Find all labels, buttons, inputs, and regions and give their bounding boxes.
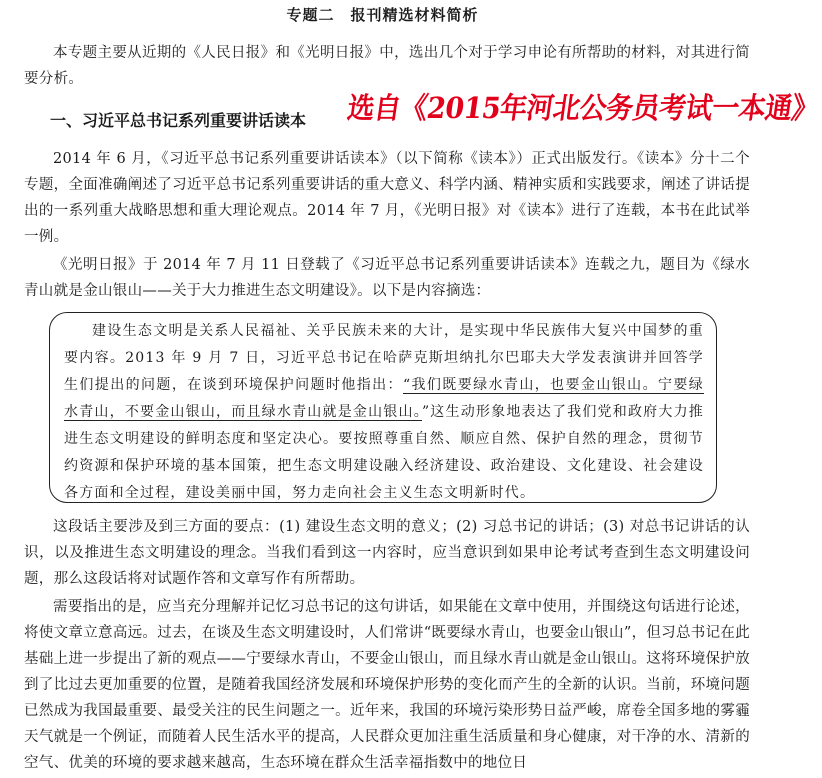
paragraph-3: 这段话主要涉及到三方面的要点：(1) 建设生态文明的意义；(2) 习总书记的讲话；(3) 对总书记讲话的认识，以及推进生态文明建设的理念。当我们看到这一内容时，应当意识到如果申论考试考查到生态文明建设问题，那么这段话将对试题作答和文章写作有所帮助。 — [24, 519, 750, 587]
source-stamp: 选自《2015年河北公务员考试一本通》 — [345, 92, 821, 126]
quote-underlined: “我们既要绿水青山，也要金山银山。宁要绿水青山，不要金山银山，而且绿水青山就是金山银山。 — [64, 377, 705, 420]
paragraph-2: 《光明日报》于 2014 年 7 月 11 日登载了《习近平总书记系列重要讲话读本》连载之九，题目为《绿水青山就是金山银山——关于大力推进生态文明建设》。以下是内容摘选： — [24, 257, 750, 299]
paragraph-1: 2014 年 6 月，《习近平总书记系列重要讲话读本》（以下简称《读本》）正式出版发行。《读本》分十二个专题，全面准确阐述了习近平总书记系列重要讲话的重大意义、科学内涵、精神实质和实践要求，阐述了讲话提出的一系列重大战略思想和重大理论观点。2014 年 7 月，《光明日报》对《读本》进行了连载，本书在此试举一例。 — [24, 151, 750, 245]
page-header-title: 专题二 报刊精选材料简析 — [286, 6, 479, 24]
quote-part-1: 建设生态文明是关系人民福祉、关乎民族未来的大计，是实现中华民族伟大复兴中国梦的重要内容。2013 年 9 月 7 日，习近平总书记在哈萨克斯坦纳扎尔巴耶夫大学发表演讲并回答学生们提出的问题，在谈到环境保护问题时他指出： — [64, 323, 704, 393]
quote-text — [64, 318, 704, 507]
section-heading: 一、习近平总书记系列重要讲话读本 — [50, 111, 307, 130]
intro-paragraph: 本专题主要从近期的《人民日报》和《光明日报》中，选出几个对于学习申论有所帮助的材料，对其进行简要分析。 — [24, 45, 750, 87]
paragraph-4: 需要指出的是，应当充分理解并记忆习总书记的这句讲话，如果能在文章中使用，并围绕这句话进行论述，将使文章立意高远。过去，在谈及生态文明建设时，人们常讲“既要绿水青山，也要金山银山”，但习总书记在此基础上进一步提出了新的观点——宁要绿水青山，不要金山银山，而且绿水青山就是金山银山。这将环境保护放到了比过去更加重要的位置，是随着我国经济发展和环境保护形势的变化而产生的全新的认识。当前，环境问题已然成为我国最重要、最受关注的民生问题之一。近年来，我国的环境污染形势日益严峻，席卷全国多地的雾霾天气就是一个例证，而随着人民生活水平的提高，人民群众更加注重生活质量和身心健康，对干净的水、清新的空气、优美的环境的要求越来越高，生态环境在群众生活幸福指数中的地位日 — [24, 599, 750, 771]
quote-part-2: ”这生动形象地表达了我们党和政府大力推进生态文明建设的鲜明态度和坚定决心。要按照尊重自然、顺应自然、保护自然的理念，贯彻节约资源和保护环境的基本国策，把生态文明建设融入经济建设、政治建设、文化建设、社会建设各方面和全过程，建设美丽中国，努力走向社会主义生态文明新时代。 — [64, 404, 704, 501]
